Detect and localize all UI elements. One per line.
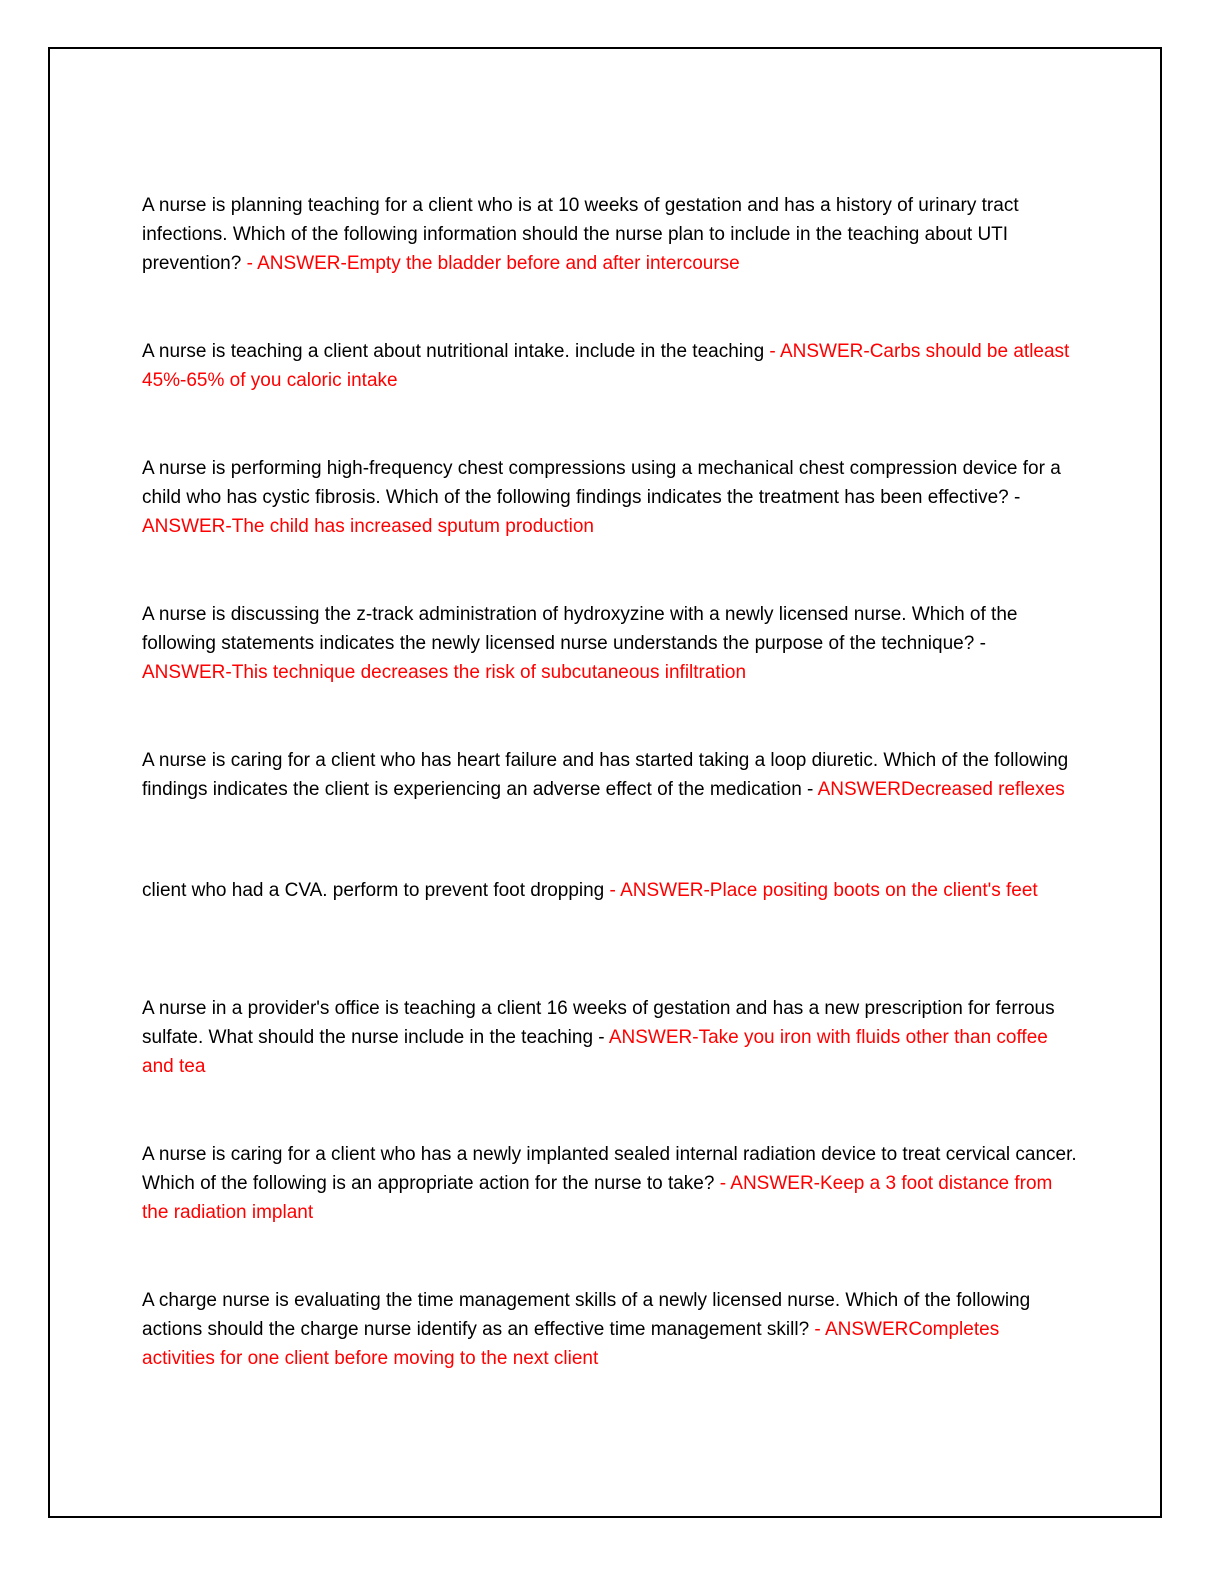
qa-item (142, 337, 1077, 395)
qa-item (142, 600, 1077, 687)
qa-item (142, 454, 1077, 541)
answer-text: ANSWER-This technique decreases the risk of subcutaneous infiltration (142, 662, 747, 683)
question-text: A charge nurse is evaluating the time management skills of a newly licensed nurse. Which of the following actions should the charge nurse identify as an effective time management skill? (142, 1290, 1031, 1340)
answer-text: ANSWER-Take you iron with fluids other than coffee and tea (142, 1027, 1048, 1077)
answer-text: - ANSWER-Carbs should be atleast 45%-65% of you caloric intake (142, 341, 1070, 391)
question-text: A nurse is teaching a client about nutritional intake. include in the teaching (142, 341, 770, 362)
qa-item (142, 876, 1077, 905)
answer-text: - ANSWERCompletes activities for one client before moving to the next client (142, 1319, 1000, 1369)
qa-item (142, 994, 1077, 1081)
question-text: A nurse in a provider's office is teaching a client 16 weeks of gestation and has a new prescription for ferrous sulfate. What should the nurse include in the teaching - (142, 998, 1055, 1048)
qa-item (142, 191, 1077, 278)
question-text: A nurse is discussing the z-track administration of hydroxyzine with a newly licensed nurse. Which of the following statements indicates the newly licensed nurse understands the purpose of the technique? - (142, 604, 1018, 654)
question-text: A nurse is planning teaching for a client who is at 10 weeks of gestation and has a history of urinary tract infections. Which of the following information should the nurse plan to include in the teaching about UTI prevention? (142, 195, 1019, 274)
qa-item (142, 1140, 1077, 1227)
answer-text: - ANSWER-Empty the bladder before and after intercourse (246, 253, 740, 274)
qa-item (142, 1286, 1077, 1373)
answer-text: - ANSWER-Keep a 3 foot distance from the radiation implant (142, 1173, 1053, 1223)
answer-text: - ANSWER-Place positing boots on the client's feet (609, 880, 1038, 901)
question-text: client who had a CVA. perform to prevent foot dropping (142, 880, 610, 901)
question-text: A nurse is caring for a client who has a newly implanted sealed internal radiation device to treat cervical cancer. Which of the following is an appropriate action for the nurse to take? (142, 1144, 1077, 1194)
qa-item (142, 746, 1077, 804)
question-text: A nurse is performing high-frequency chest compressions using a mechanical chest compression device for a child who has cystic fibrosis. Which of the following findings indicates the treatment has been effective? - (142, 458, 1061, 508)
answer-text: ANSWERDecreased reflexes (817, 779, 1065, 800)
answer-text: ANSWER-The child has increased sputum production (142, 516, 594, 537)
question-text: A nurse is caring for a client who has heart failure and has started taking a loop diuretic. Which of the following findings indicates the client is experiencing an adverse effect of the medication - (142, 750, 1069, 800)
